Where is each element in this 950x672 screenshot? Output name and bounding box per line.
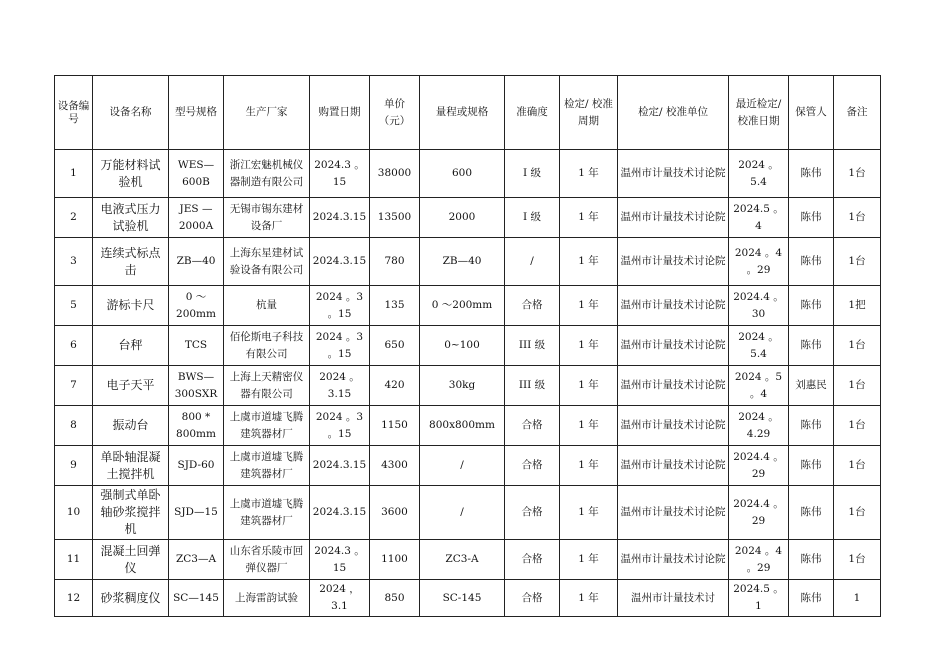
cell-last-date: 2024.4 。29 [729,486,789,540]
cell-range: ZB—40 [420,238,505,286]
cell-maker: 山东省乐陵市回弹仪器厂 [224,540,310,580]
cell-model: BWS—300SXR [169,366,224,406]
cell-model: ZB—40 [169,238,224,286]
cell-model: JES —2000A [169,198,224,238]
cell-accuracy: III 级 [505,326,560,366]
cell-cycle: 1 年 [560,286,618,326]
cell-purchase-date: 2024.3 。15 [310,150,370,198]
cell-range: 0 ～200mm [420,286,505,326]
cell-maker: 上虞市道墟飞腾建筑器材厂 [224,406,310,446]
cell-accuracy: 合格 [505,286,560,326]
cell-keeper: 陈伟 [789,540,834,580]
cell-name: 砂浆稠度仪 [93,580,169,617]
cell-id: 8 [55,406,93,446]
cell-purchase-date: 2024.3.15 [310,238,370,286]
cell-range: 30kg [420,366,505,406]
cell-accuracy: 合格 [505,406,560,446]
cell-name: 混凝土回弹仪 [93,540,169,580]
cell-cycle: 1 年 [560,150,618,198]
cell-name: 游标卡尺 [93,286,169,326]
cell-accuracy: 合格 [505,580,560,617]
cell-name: 振动台 [93,406,169,446]
cell-id: 1 [55,150,93,198]
cell-keeper: 陈伟 [789,486,834,540]
cell-price: 850 [370,580,420,617]
cell-cycle: 1 年 [560,446,618,486]
cell-model: WES—600B [169,150,224,198]
cell-model: 0 ～200mm [169,286,224,326]
cell-maker: 杭量 [224,286,310,326]
cell-note: 1台 [834,366,881,406]
cell-price: 650 [370,326,420,366]
cell-last-date: 2024 。5 。4 [729,366,789,406]
cell-model: SJD—15 [169,486,224,540]
cell-last-date: 2024 。4 。29 [729,540,789,580]
cell-model: SC—145 [169,580,224,617]
cell-id: 10 [55,486,93,540]
cell-note: 1台 [834,198,881,238]
cell-id: 11 [55,540,93,580]
cell-purchase-date: 2024 。3 。15 [310,406,370,446]
cell-range: 800x800mm [420,406,505,446]
cell-price: 1100 [370,540,420,580]
header-cell: 检定/ 校准单位 [618,76,729,150]
cell-unit: 温州市计量技术讨论院 [618,446,729,486]
cell-model: ZC3—A [169,540,224,580]
header-cell: 型号规格 [169,76,224,150]
cell-range: / [420,486,505,540]
cell-purchase-date: 2024.3.15 [310,446,370,486]
cell-note: 1台 [834,150,881,198]
cell-purchase-date: 2024.3.15 [310,198,370,238]
cell-price: 135 [370,286,420,326]
cell-note: 1台 [834,486,881,540]
cell-unit: 温州市计量技术讨论院 [618,150,729,198]
cell-last-date: 2024.4 。30 [729,286,789,326]
table-row [55,366,881,406]
cell-id: 9 [55,446,93,486]
cell-unit: 温州市计量技术讨论院 [618,198,729,238]
cell-unit: 温州市计量技术讨论院 [618,406,729,446]
cell-range: 600 [420,150,505,198]
cell-last-date: 2024 。4.29 [729,406,789,446]
cell-keeper: 陈伟 [789,446,834,486]
cell-id: 7 [55,366,93,406]
table-row [55,486,881,540]
cell-id: 6 [55,326,93,366]
cell-note: 1台 [834,540,881,580]
header-cell: 生产厂家 [224,76,310,150]
cell-id: 5 [55,286,93,326]
cell-cycle: 1 年 [560,198,618,238]
cell-accuracy: 合格 [505,486,560,540]
cell-cycle: 1 年 [560,406,618,446]
cell-price: 780 [370,238,420,286]
cell-range: / [420,446,505,486]
cell-accuracy: Ⅰ 级 [505,150,560,198]
table-row [55,406,881,446]
cell-price: 1150 [370,406,420,446]
cell-note: 1 [834,580,881,617]
header-cell: 最近检定/ 校准日期 [729,76,789,150]
cell-accuracy: / [505,238,560,286]
cell-cycle: 1 年 [560,366,618,406]
header-cell: 购置日期 [310,76,370,150]
cell-keeper: 陈伟 [789,326,834,366]
cell-maker: 佰伦斯电子科技有限公司 [224,326,310,366]
header-cell: 准确度 [505,76,560,150]
table-row [55,446,881,486]
cell-maker: 上虞市道墟飞腾建筑器材厂 [224,486,310,540]
header-cell: 设备名称 [93,76,169,150]
cell-purchase-date: 2024 。3.15 [310,366,370,406]
cell-maker: 无锡市锡东建材设备厂 [224,198,310,238]
cell-name: 台秤 [93,326,169,366]
cell-unit: 温州市计量技术讨论院 [618,366,729,406]
cell-id: 12 [55,580,93,617]
table-row [55,198,881,238]
cell-maker: 上海上天精密仪器有限公司 [224,366,310,406]
cell-unit: 温州市计量技术讨论院 [618,540,729,580]
table-row [55,326,881,366]
cell-note: 1台 [834,406,881,446]
cell-keeper: 刘惠民 [789,366,834,406]
cell-cycle: 1 年 [560,540,618,580]
cell-price: 4300 [370,446,420,486]
header-cell: 设备编号 [55,76,93,150]
cell-keeper: 陈伟 [789,286,834,326]
cell-range: ZC3-A [420,540,505,580]
cell-accuracy: III 级 [505,366,560,406]
header-cell: 保管人 [789,76,834,150]
cell-keeper: 陈伟 [789,150,834,198]
cell-name: 单卧轴混凝土搅拌机 [93,446,169,486]
cell-purchase-date: 2024.3.15 [310,486,370,540]
cell-unit: 温州市计量技术讨论院 [618,238,729,286]
cell-purchase-date: 2024 。3 。15 [310,326,370,366]
cell-range: 2000 [420,198,505,238]
cell-range: 0~100 [420,326,505,366]
cell-note: 1台 [834,326,881,366]
table-row [55,238,881,286]
cell-price: 3600 [370,486,420,540]
cell-accuracy: 合格 [505,540,560,580]
cell-model: SJD-60 [169,446,224,486]
cell-id: 2 [55,198,93,238]
cell-last-date: 2024.5 。4 [729,198,789,238]
cell-model: 800 * 800mm [169,406,224,446]
cell-accuracy: Ⅰ 级 [505,198,560,238]
table-row [55,580,881,617]
cell-name: 电液式压力试验机 [93,198,169,238]
equipment-table [54,75,881,617]
cell-keeper: 陈伟 [789,406,834,446]
cell-note: 1把 [834,286,881,326]
cell-unit: 温州市计量技术讨 [618,580,729,617]
cell-cycle: 1 年 [560,486,618,540]
cell-model: TCS [169,326,224,366]
cell-last-date: 2024 。5.4 [729,150,789,198]
cell-id: 3 [55,238,93,286]
cell-cycle: 1 年 [560,326,618,366]
cell-note: 1台 [834,446,881,486]
cell-price: 420 [370,366,420,406]
cell-last-date: 2024.5 。1 [729,580,789,617]
cell-unit: 温州市计量技术讨论院 [618,326,729,366]
cell-range: SC-145 [420,580,505,617]
cell-purchase-date: 2024.3 。15 [310,540,370,580]
cell-unit: 温州市计量技术讨论院 [618,486,729,540]
cell-last-date: 2024 。5.4 [729,326,789,366]
cell-maker: 上虞市道墟飞腾建筑器材厂 [224,446,310,486]
cell-accuracy: 合格 [505,446,560,486]
cell-note: 1台 [834,238,881,286]
table-row [55,540,881,580]
table-row [55,150,881,198]
header-cell: 单价（元） [370,76,420,150]
cell-keeper: 陈伟 [789,198,834,238]
table-row [55,286,881,326]
cell-purchase-date: 2024 。3 。15 [310,286,370,326]
cell-keeper: 陈伟 [789,238,834,286]
cell-name: 万能材料试验机 [93,150,169,198]
header-cell: 检定/ 校准周期 [560,76,618,150]
cell-name: 连续式标点击 [93,238,169,286]
cell-name: 电子天平 [93,366,169,406]
cell-unit: 温州市计量技术讨论院 [618,286,729,326]
header-cell: 备注 [834,76,881,150]
cell-maker: 浙江宏魅机械仪器制造有限公司 [224,150,310,198]
cell-keeper: 陈伟 [789,580,834,617]
header-cell: 量程或规格 [420,76,505,150]
cell-last-date: 2024 。4 。29 [729,238,789,286]
cell-name: 强制式单卧轴砂浆搅拌机 [93,486,169,540]
cell-maker: 上海东星建材试验设备有限公司 [224,238,310,286]
header-row [55,76,881,150]
cell-cycle: 1 年 [560,580,618,617]
cell-price: 38000 [370,150,420,198]
cell-cycle: 1 年 [560,238,618,286]
cell-maker: 上海雷韵试验 [224,580,310,617]
cell-purchase-date: 2024 ，3.1 [310,580,370,617]
cell-last-date: 2024.4 。29 [729,446,789,486]
cell-price: 13500 [370,198,420,238]
